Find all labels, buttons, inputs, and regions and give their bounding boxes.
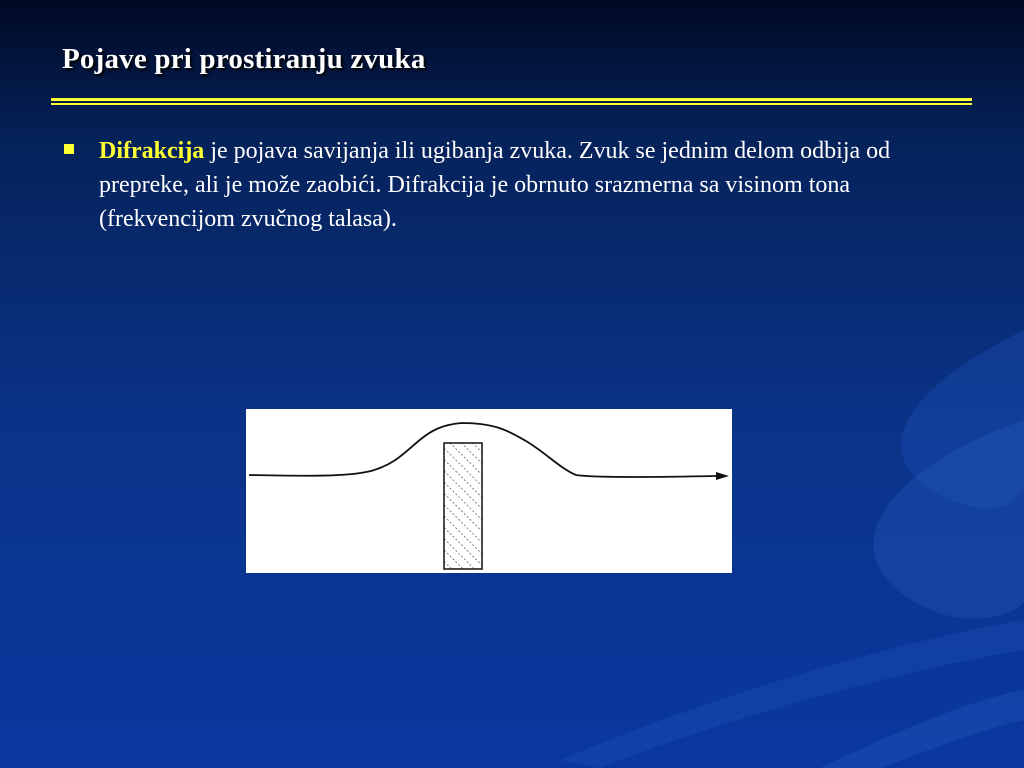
title-underline-thin bbox=[51, 103, 972, 105]
bullet-body: je pojava savijanja ili ugibanja zvuka. Zvuk se jednim delom odbija od prepreke, ali je može zaobići. Difrakcija je obrnuto srazmerna sa visinom tona (frekvencijom zvučnog talasa). bbox=[99, 138, 891, 232]
slide-title: Pojave pri prostiranju zvuka bbox=[62, 43, 426, 75]
square-bullet-icon bbox=[64, 144, 74, 154]
arrowhead-icon bbox=[716, 472, 729, 480]
diffraction-figure bbox=[246, 409, 732, 573]
obstacle bbox=[444, 443, 482, 569]
diffraction-diagram bbox=[246, 409, 732, 573]
bullet-keyword: Difrakcija bbox=[99, 138, 205, 164]
bullet-text bbox=[99, 134, 961, 236]
title-underline bbox=[51, 98, 972, 101]
